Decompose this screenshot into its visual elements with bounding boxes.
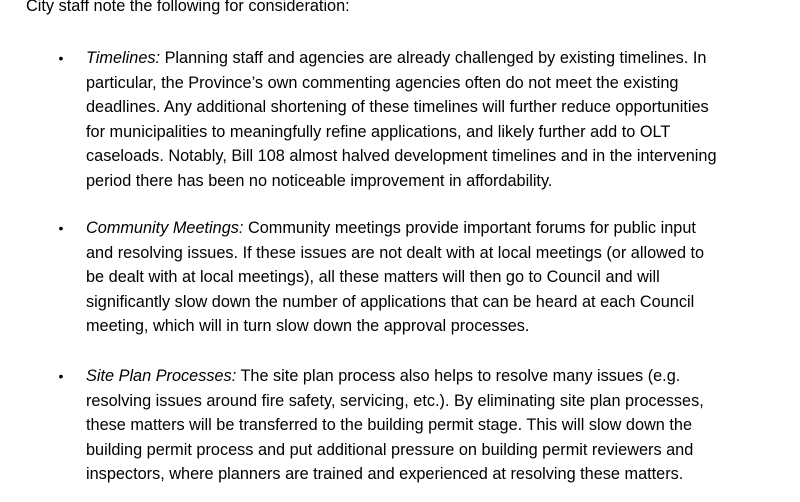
bullet-line: these matters will be transferred to the building permit stage. This will slow down the [86,416,693,434]
bullet-text [86,216,800,339]
bullet-text [86,364,800,487]
bullet-line: significantly slow down the number of applications that can be heard at each Council [86,292,695,311]
bullet-line [86,46,800,71]
bullet-icon: • [58,368,64,384]
bullet-line: be dealt with at local meetings), all these matters will then go to Council and will [86,268,660,286]
bullet-text [86,46,800,193]
bullet-icon: • [58,50,64,66]
bullet-line-text: The site plan process also helps to resolve many issues (e.g. [236,367,681,385]
bullet-line-text: Community meetings provide important forums for public input [243,219,696,237]
bullet-line [86,216,800,241]
bullet-line-text: Planning staff and agencies are already challenged by existing timelines. In [160,49,707,67]
bullet-line [86,364,800,389]
bullet-line: resolving issues around fire safety, servicing, etc.). By eliminating site plan processes, [86,391,704,410]
bullet-term: Community Meetings: [86,219,244,237]
bullet-line: deadlines. Any additional shortening of these timelines will further reduce opportunities [86,98,709,116]
intro-paragraph: City staff note the following for consideration: [26,0,350,15]
bullet-term: Site Plan Processes: [86,367,237,385]
bullet-line: and resolving issues. If these issues are not dealt with at local meetings (or allowed to [86,243,705,262]
bullet-line: particular, the Province’s own commenting agencies often do not meet the existing [86,73,679,92]
bullet-term: Timelines: [86,49,161,67]
bullet-icon: • [58,220,64,236]
bullet-line: meeting, which will in turn slow down the approval processes. [86,317,530,335]
bullet-line: period there has been no noticeable improvement in affordability. [86,171,553,190]
bullet-line: for municipalities to meaningfully refine applications, and likely further add to OLT [86,122,671,141]
bullet-line: building permit process and put additional pressure on building permit reviewers and [86,440,694,459]
bullet-line: inspectors, where planners are trained and experienced at resolving these matters. [86,465,684,483]
bullet-line: caseloads. Notably, Bill 108 almost halved development timelines and in the intervening [86,147,717,165]
